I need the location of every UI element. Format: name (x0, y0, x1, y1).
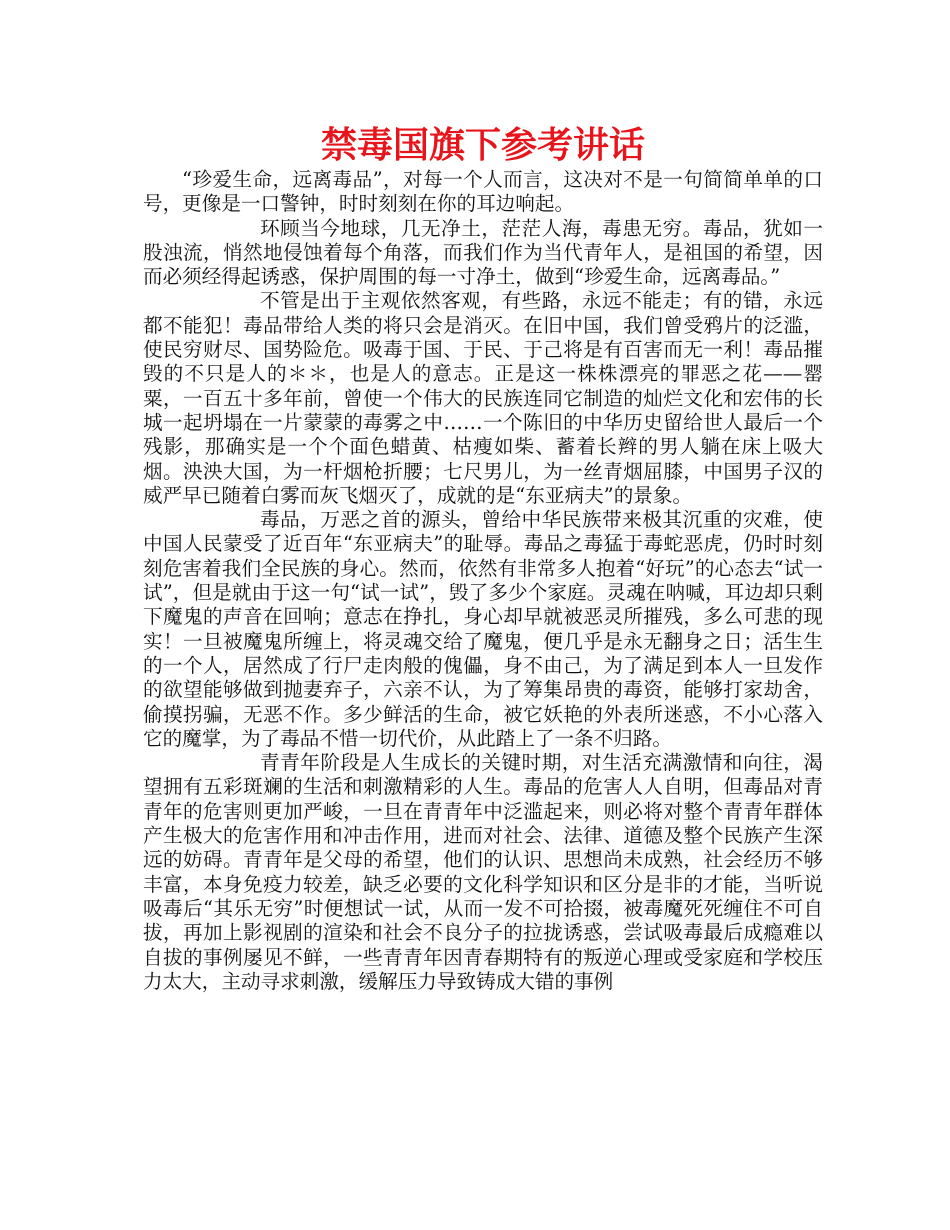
paragraph-2: 环顾当今地球，几无净土，茫茫人海，毒患无穷。毒品，犹如一股浊流，悄然地侵蚀着每个角落，而我们作为当代青年人，是祖国的希望，因而必须经得起诱惑，保护周围的每一寸净土，做到“珍爱生命，远离毒品。” (143, 216, 823, 289)
document-title: 禁毒国旗下参考讲话 (320, 125, 645, 166)
paragraph-3: 不管是出于主观依然客观，有些路，永远不能走；有的错，永远都不能犯！毒品带给人类的将只会是消灭。在旧中国，我们曾受鸦片的泛滥，使民穷财尽、国势险危。吸毒于国、于民、于己将是有百害而无一利！毒品摧毁的不只是人的＊＊，也是人的意志。正是这一株株漂亮的罪恶之花——罂粟，一百五十多年前，曾使一个伟大的民族连同它制造的灿烂文化和宏伟的长城一起坍塌在一片蒙蒙的毒雾之中……一个陈旧的中华历史留给世人最后一个残影，那确实是一个个面色蜡黄、枯瘦如柴、蓄着长辫的男人躺在床上吸大烟。泱泱大国，为一杆烟枪折腰；七尺男儿，为一丝青烟屈膝，中国男子汉的威严早已随着白雾而灰飞烟灭了，成就的是“东亚病夫”的景象。 (143, 289, 823, 507)
paragraph-4: 毒品，万恶之首的源头，曾给中华民族带来极其沉重的灾难，使中国人民蒙受了近百年“东亚病夫”的耻辱。毒品之毒猛于毒蛇恶虎，仍时时刻刻危害着我们全民族的身心。然而，依然有非常多人抱着“好玩”的心态去“试一试”，但是就由于这一句“试一试”，毁了多少个家庭。灵魂在呐喊，耳边却只剩下魔鬼的声音在回响；意志在挣扎，身心却早就被恶灵所摧残，多么可悲的现实！一旦被魔鬼所缠上，将灵魂交给了魔鬼，便几乎是永无翻身之日；活生生的一个人，居然成了行尸走肉般的傀儡，身不由己，为了满足到本人一旦发作的欲望能够做到抛妻弃子，六亲不认，为了筹集昂贵的毒资，能够打家劫舍，偷摸拐骗，无恶不作。多少鲜活的生命，被它妖艳的外表所迷惑，不小心落入它的魔掌，为了毒品不惜一切代价，从此踏上了一条不归路。 (143, 508, 823, 750)
paragraph-1: “珍爱生命，远离毒品”，对每一个人而言，这决对不是一句简简单单的口号，更像是一口警钟，时时刻刻在你的耳边响起。 (143, 168, 823, 216)
document-page (143, 118, 823, 994)
paragraph-5: 青青年阶段是人生成长的关键时期，对生活充满激情和向往，渴望拥有五彩斑斓的生活和刺激精彩的人生。毒品的危害人人自明，但毒品对青青年的危害则更加严峻，一旦在青青年中泛滥起来，则必将对整个青青年群体产生极大的危害作用和冲击作用，进而对社会、法律、道德及整个民族产生深远的妨碍。青青年是父母的希望，他们的认识、思想尚未成熟，社会经历不够丰富，本身免疫力较差，缺乏必要的文化科学知识和区分是非的才能，当听说吸毒后“其乐无穷”时便想试一试，从而一发不可拾掇，被毒魔死死缠住不可自拔，再加上影视剧的渲染和社会不良分子的拉拢诱惑，尝试吸毒最后成瘾难以自拔的事例屡见不鲜，一些青青年因青春期特有的叛逆心理或受家庭和学校压力太大，主动寻求刺激，缓解压力导致铸成大错的事例 (143, 751, 823, 993)
